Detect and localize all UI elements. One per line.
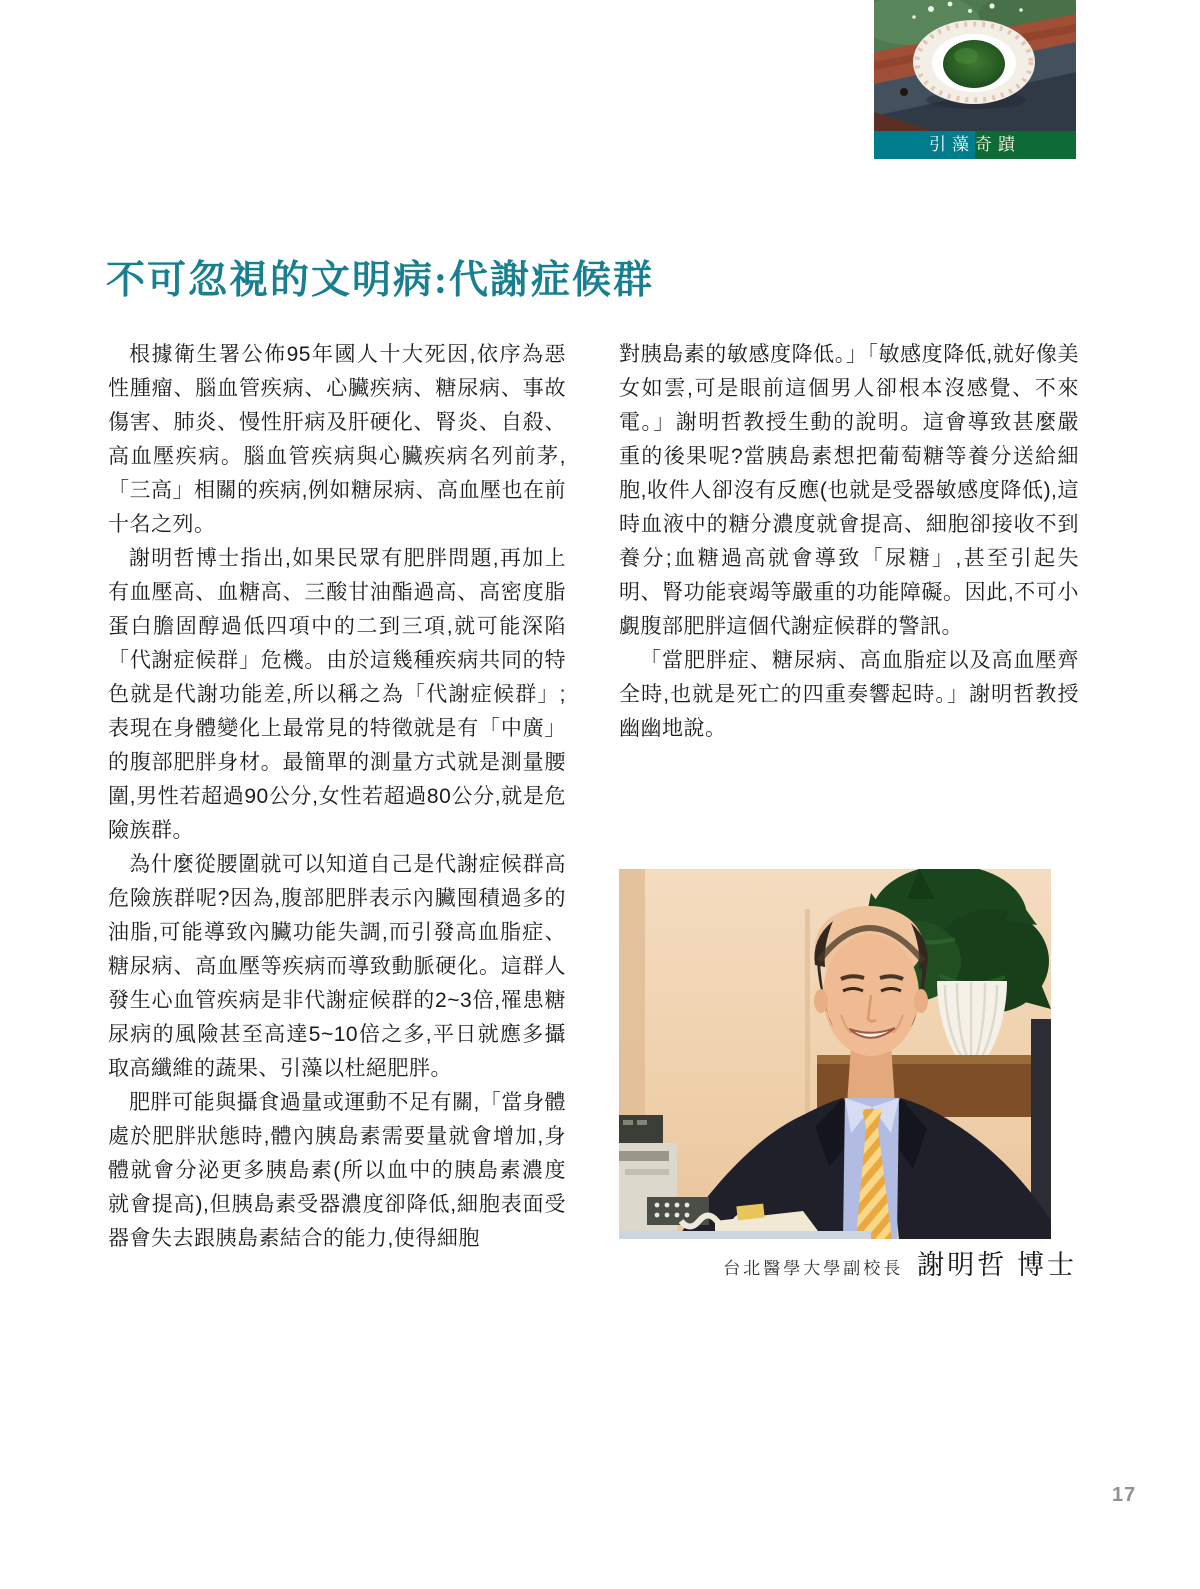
page-number: 17 xyxy=(1112,1484,1137,1506)
section-badge xyxy=(874,131,1076,159)
text-column-right xyxy=(619,338,1079,746)
paragraph: 對胰島素的敏感度降低。」「敏感度降低,就好像美女如雲,可是眼前這個男人卻根本沒感覺、不來電。」謝明哲教授生動的說明。這會導致甚麼嚴重的後果呢?當胰島素想把葡萄糖等養分送給細胞,收件人卻沒有反應(也就是受器敏感度降低),這時血液中的糖分濃度就會提高、細胞卻接收不到養分;血糖過高就會導致「尿糖」,甚至引起失明、腎功能衰竭等嚴重的功能障礙。因此,不可小覷腹部肥胖這個代謝症候群的警訊。 xyxy=(619,343,1079,638)
paragraph: 謝明哲博士指出,如果民眾有肥胖問題,再加上有血壓高、血糖高、三酸甘油酯過高、高密度脂蛋白膽固醇過低四項中的二到三項,就可能深陷「代謝症候群」危機。由於這幾種疾病共同的特色就是代謝功能差,所以稱之為「代謝症候群」;表現在身體變化上最常見的特徵就是有「中廣」的腹部肥胖身材。最簡單的測量方式就是測量腰圍,男性若超過90公分,女性若超過80公分,就是危險族群。 xyxy=(108,547,566,842)
caption-name: 謝明哲 博士 xyxy=(917,1250,1077,1280)
portrait-caption xyxy=(619,1243,1077,1282)
portrait-photo xyxy=(619,869,1051,1239)
text-column-left xyxy=(108,338,566,1256)
caption-role: 台北醫學大學副校長 xyxy=(723,1259,904,1278)
paragraph: 肥胖可能與攝食過量或運動不足有關,「當身體處於肥胖狀態時,體內胰島素需要量就會增加,身體就會分泌更多胰島素(所以血中的胰島素濃度就會提高),但胰島素受器濃度卻降低,細胞表面受器會失去跟胰島素結合的能力,使得細胞 xyxy=(108,1091,566,1250)
article-title: 不可忽視的文明病:代謝症候群 xyxy=(106,259,654,303)
paragraph: 根據衛生署公佈95年國人十大死因,依序為惡性腫瘤、腦血管疾病、心臟疾病、糖尿病、事故傷害、肺炎、慢性肝病及肝硬化、腎炎、自殺、高血壓疾病。腦血管疾病與心臟疾病名列前茅,「三高」相關的疾病,例如糖尿病、高血壓也在前十名之列。 xyxy=(108,343,566,536)
algae-plate-photo xyxy=(874,0,1076,131)
badge-label-left: 引藻 xyxy=(929,135,975,154)
paragraph: 為什麼從腰圍就可以知道自己是代謝症候群高危險族群呢?因為,腹部肥胖表示內臟囤積過多的油脂,可能導致內臟功能失調,而引發高血脂症、糖尿病、高血壓等疾病而導致動脈硬化。這群人發生心血管疾病是非代謝症候群的2~3倍,罹患糖尿病的風險甚至高達5~10倍之多,平日就應多攝取高纖維的蔬果、引藻以杜絕肥胖。 xyxy=(108,853,566,1080)
badge-label-right: 奇蹟 xyxy=(975,135,1021,154)
paragraph: 「當肥胖症、糖尿病、高血脂症以及高血壓齊全時,也就是死亡的四重奏響起時。」謝明哲教授幽幽地說。 xyxy=(619,649,1079,740)
